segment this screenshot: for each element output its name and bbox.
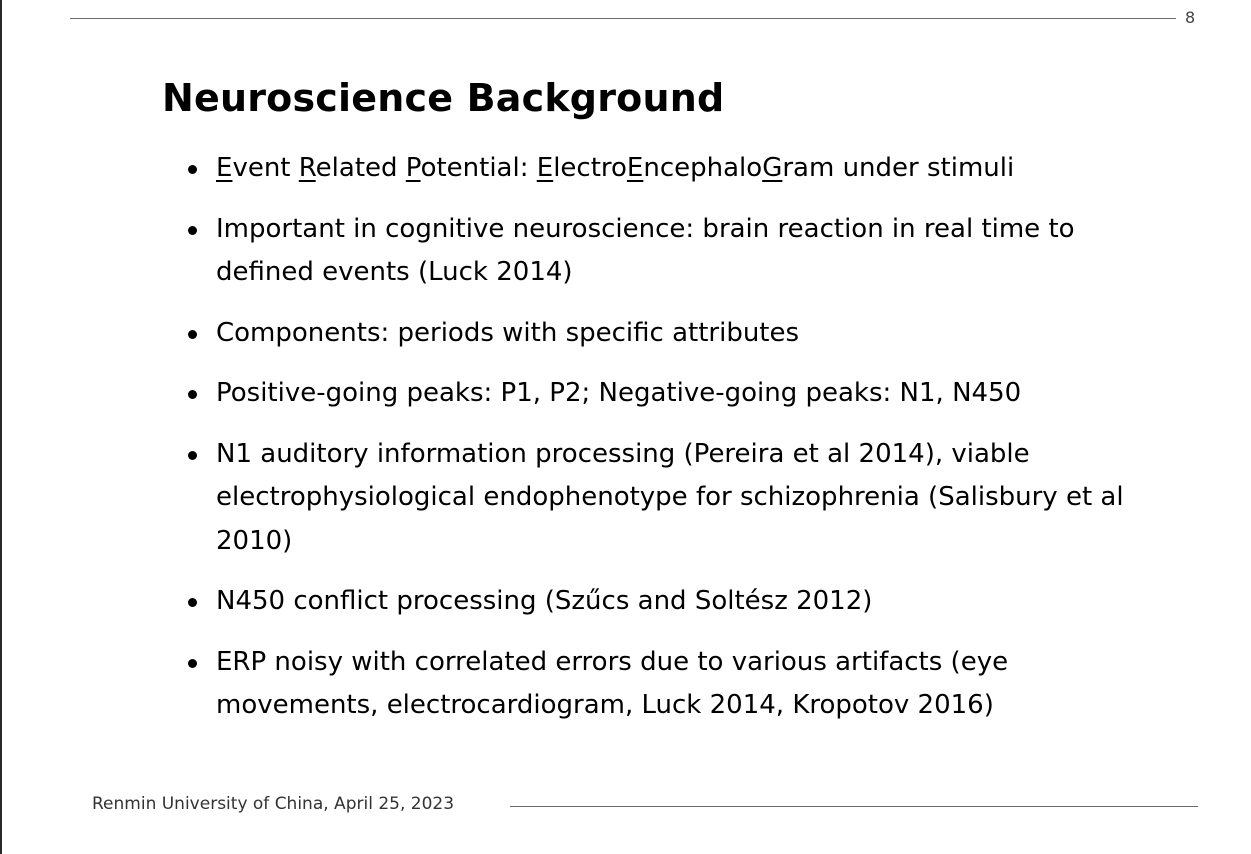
bullet-text: Important in cognitive neuroscience: brain reaction in real time to defined events (Luck 2014) [216,213,1075,287]
bullet-item-peaks [186,372,1126,416]
slide-title: Neuroscience Background [162,76,725,120]
bullet-item-erp-noise [186,641,1126,728]
acronym-rest: ncephalo [643,153,763,183]
bullet-item-erp-definition [186,147,1126,191]
acronym-rest: ram [782,153,835,183]
acronym-letter: G [762,153,783,183]
bullet-tail-text: under stimuli [842,153,1015,183]
header-rule [70,18,1176,19]
bullet-dot-icon [188,226,197,235]
acronym-letter: P [405,153,421,183]
acronym-rest: lectro [553,153,627,183]
bullet-item-n1 [186,433,1126,564]
bullet-dot-icon [188,659,197,668]
acronym-letter: E [626,153,644,183]
acronym-word-related [299,153,398,183]
bullet-item-cognitive-neuroscience [186,208,1126,295]
acronym-rest: vent [232,153,291,183]
acronym-word-electroencephalogram [537,153,835,183]
bullet-dot-icon [188,165,197,174]
acronym-letter: R [298,153,316,183]
bullet-text: N1 auditory information processing (Pereira et al 2014), viable electrophysiological endophenotype for schizophrenia (Salisbury et al 2010) [216,438,1124,556]
bullet-dot-icon [188,598,197,607]
bullet-dot-icon [188,451,197,460]
bullet-text: Positive-going peaks: P1, P2; Negative-going peaks: N1, N450 [216,378,1022,408]
bullet-text: ERP noisy with correlated errors due to various artifacts (eye movements, electrocardiogram, Luck 2014, Kropotov 2016) [216,646,1009,720]
bullet-list [186,147,1126,745]
page-number: 8 [1185,8,1196,27]
footer-rule [510,806,1198,807]
bullet-item-components [186,312,1126,356]
acronym-letter: E [536,153,554,183]
bullet-dot-icon [188,390,197,399]
acronym-word-potential [406,153,529,183]
bullet-text: Components: periods with specific attributes [216,317,800,348]
bullet-text: N450 conflict processing (Szűcs and Soltész 2012) [216,586,873,616]
bullet-item-n450 [186,580,1126,624]
footer-text: Renmin University of China, April 25, 2023 [92,794,455,814]
acronym-rest: otential: [420,153,529,183]
acronym-letter: E [216,153,233,183]
slide-left-border [0,0,2,854]
bullet-dot-icon [188,330,197,339]
acronym-word-event [216,153,291,183]
acronym-rest: elated [315,153,398,183]
